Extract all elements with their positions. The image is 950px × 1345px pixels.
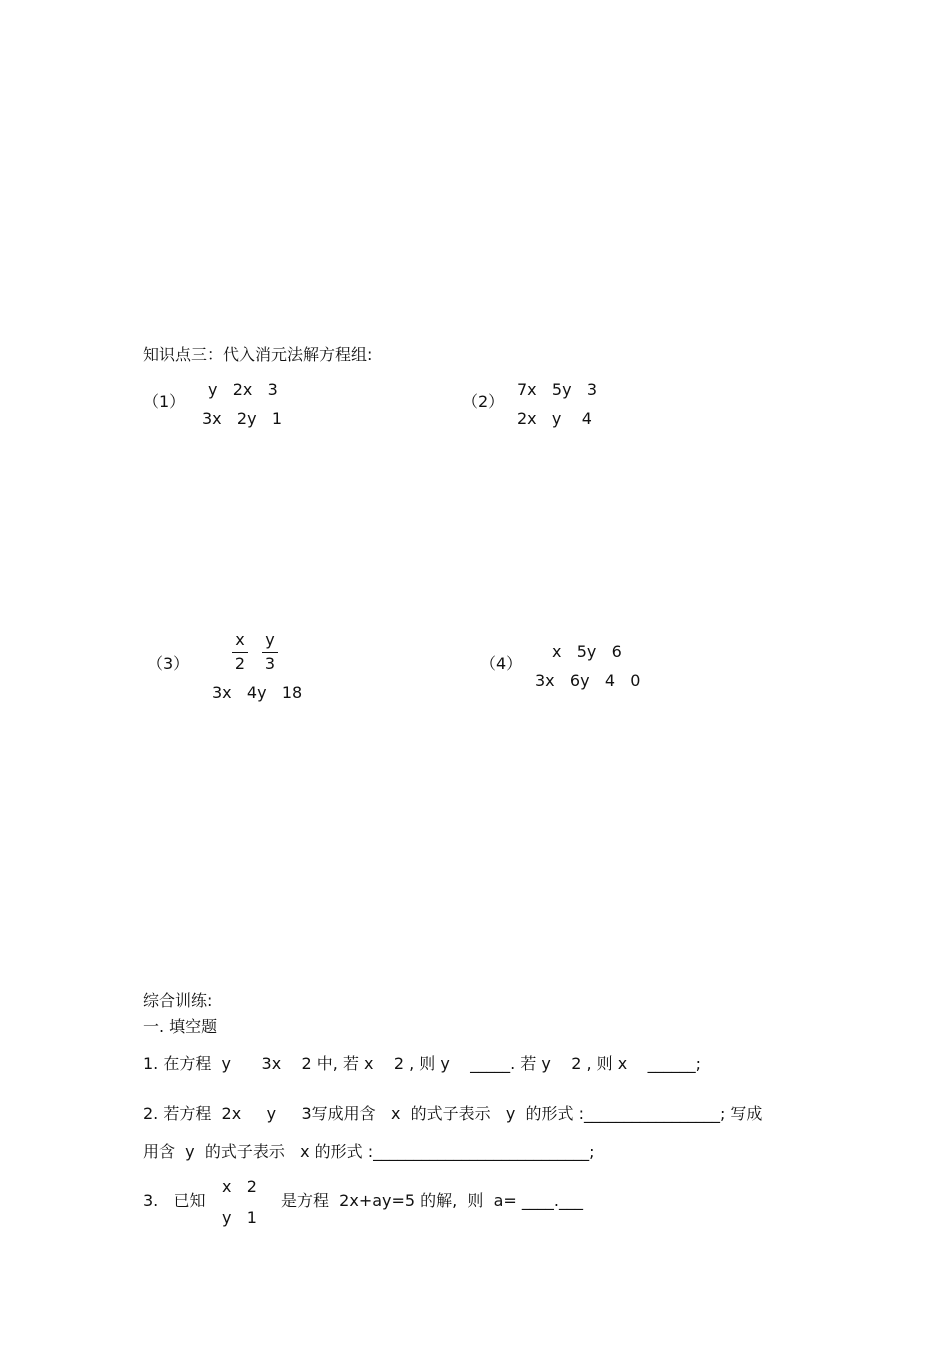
- problem-1-equation-2: 3x 2y 1: [202, 409, 282, 428]
- question-3-system-y: y 1: [222, 1208, 257, 1227]
- training-subtitle: 一. 填空题: [143, 1017, 218, 1036]
- question-2-line-1: 2. 若方程 2x y 3写成用含 x 的式子表示 y 的形式 :_________________; 写成: [143, 1104, 763, 1123]
- fraction-numerator: y: [265, 630, 275, 649]
- problem-1-number: （1）: [143, 392, 186, 411]
- fraction-bar: [232, 652, 248, 653]
- section3-title: 知识点三：代入消元法解方程组:: [143, 345, 373, 364]
- fraction-bar: [262, 652, 278, 653]
- problem-4-equation-2: 3x 6y 4 0: [535, 671, 641, 690]
- question-3-system-x: x 2: [222, 1177, 257, 1196]
- problem-2-equation-2: 2x y 4: [517, 409, 592, 428]
- problem-2-equation-1: 7x 5y 3: [517, 380, 597, 399]
- problem-4-equation-1: x 5y 6: [552, 642, 622, 661]
- fraction-denominator: 2: [234, 654, 246, 673]
- question-3-prefix: 3. 已知: [143, 1191, 206, 1210]
- question-1: 1. 在方程 y 3x 2 中, 若 x 2 , 则 y _____. 若 y 2 , 则 x ______;: [143, 1054, 701, 1073]
- problem-3-number: （3）: [147, 654, 190, 673]
- question-2-line-2: 用含 y 的式子表示 x 的形式 :___________________________;: [143, 1142, 595, 1161]
- problem-3-equation-2: 3x 4y 18: [212, 683, 303, 702]
- problem-4-number: （4）: [480, 654, 523, 673]
- problem-2-number: （2）: [462, 392, 505, 411]
- fraction-numerator: x: [235, 630, 245, 649]
- problem-3-fraction-y: [262, 632, 278, 672]
- problem-3-fraction-x: [232, 632, 248, 672]
- training-title: 综合训练:: [143, 991, 213, 1010]
- question-3-suffix: 是方程 2x+ay=5 的解, 则 a= ____.___: [281, 1191, 583, 1210]
- problem-1-equation-1: y 2x 3: [208, 380, 278, 399]
- fraction-denominator: 3: [264, 654, 276, 673]
